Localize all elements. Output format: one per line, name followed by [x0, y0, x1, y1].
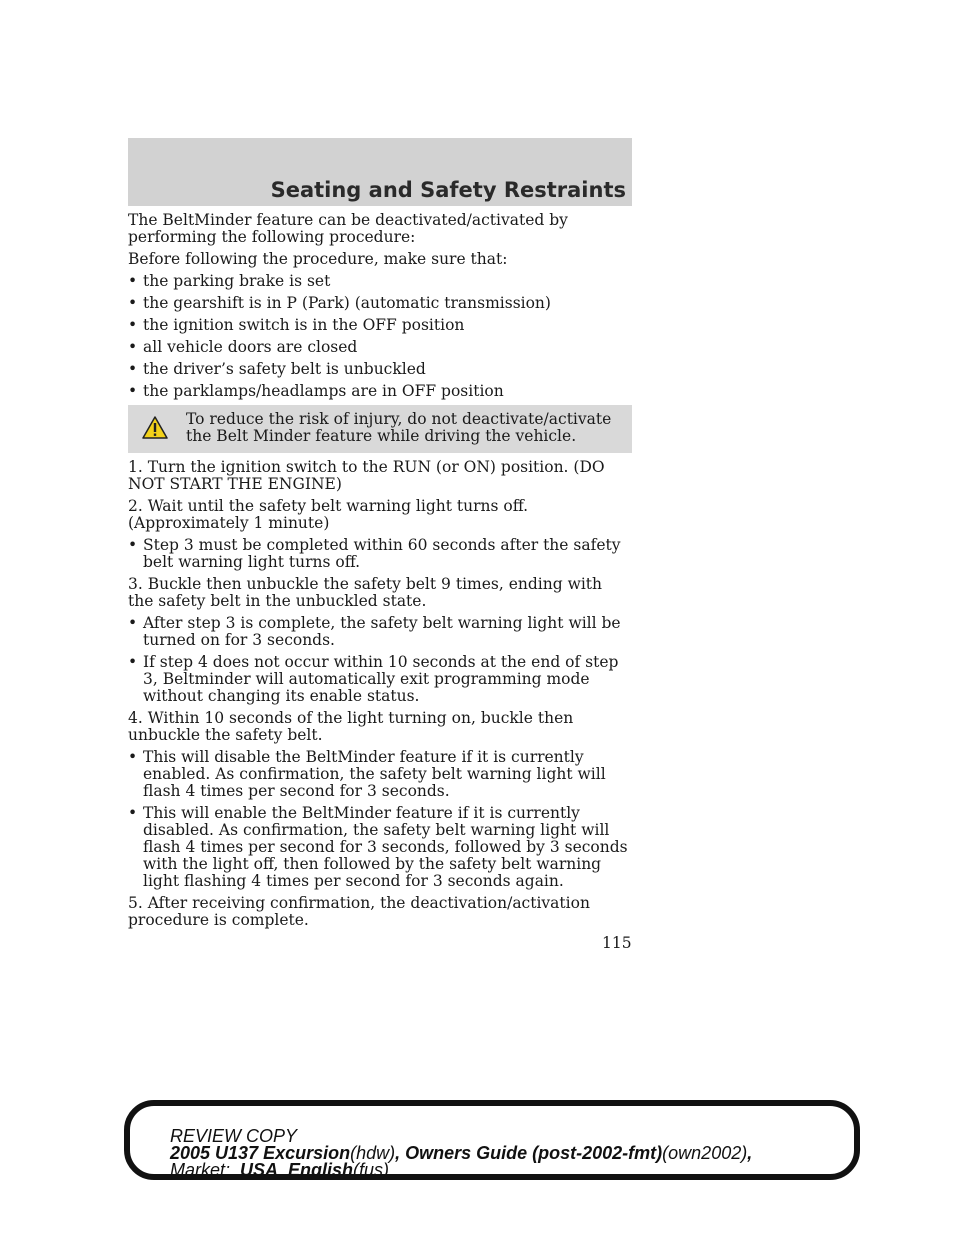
- bullet-dot: •: [128, 338, 138, 356]
- bullet-dot: •: [128, 316, 138, 334]
- condition-item: • the parking brake is set: [128, 272, 331, 290]
- section-header-band: [128, 138, 632, 206]
- review-copy-box: [124, 1100, 860, 1180]
- bullet-dot: •: [128, 294, 138, 312]
- warning-text: To reduce the risk of injury, do not deactivate/activate the Belt Minder feature while driving the vehicle.: [186, 410, 612, 445]
- step-2-note: • Step 3 must be completed within 60 seconds after the safety belt warning light turns off.: [128, 536, 621, 571]
- condition-item: • the ignition switch is in the OFF position: [128, 316, 465, 334]
- step-4-note: • This will enable the BeltMinder feature if it is currently disabled. As confirmation, the safety belt warning light will flash 4 times per second for 3 seconds, followed by 3 seconds with the light off, then followed by the safety belt warning light flashing 4 times per second for 3 seconds again.: [128, 804, 628, 890]
- condition-item: • the gearshift is in P (Park) (automatic transmission): [128, 294, 551, 312]
- review-line-3: Market: USA_English(fus): [170, 1160, 390, 1180]
- bullet-dot: •: [128, 360, 138, 378]
- bullet-dot: •: [128, 653, 138, 671]
- review-line-1: REVIEW COPY: [170, 1126, 298, 1146]
- condition-item: • the parklamps/headlamps are in OFF position: [128, 382, 504, 400]
- bullet-dot: •: [128, 382, 138, 400]
- review-line-2: 2005 U137 Excursion(hdw), Owners Guide (post-2002-fmt)(own2002),: [170, 1143, 753, 1163]
- bullet-dot: •: [128, 614, 138, 632]
- bullet-dot: •: [128, 272, 138, 290]
- step-3-note: • After step 3 is complete, the safety belt warning light will be turned on for 3 seconds.: [128, 614, 621, 649]
- step-3-note: • If step 4 does not occur within 10 seconds at the end of step 3, Beltminder will automatically exit programming mode without changing its enable status.: [128, 653, 619, 705]
- bullet-dot: •: [128, 748, 138, 766]
- intro-paragraph: The BeltMinder feature can be deactivated/activated by performing the following procedure:: [128, 211, 568, 246]
- step-3: 3. Buckle then unbuckle the safety belt 9 times, ending with the safety belt in the unbuckled state.: [128, 575, 603, 610]
- warning-triangle-icon: [142, 416, 168, 439]
- page-number: 115: [602, 934, 632, 952]
- step-2: 2. Wait until the safety belt warning light turns off. (Approximately 1 minute): [128, 497, 529, 532]
- condition-item: • all vehicle doors are closed: [128, 338, 358, 356]
- section-title: Seating and Safety Restraints: [270, 178, 626, 202]
- bullet-dot: •: [128, 804, 138, 822]
- intro-paragraph: Before following the procedure, make sure that:: [128, 250, 508, 268]
- step-4-note: • This will disable the BeltMinder feature if it is currently enabled. As confirmation, the safety belt warning light will flash 4 times per second for 3 seconds.: [128, 748, 606, 800]
- step-1: 1. Turn the ignition switch to the RUN (or ON) position. (DO NOT START THE ENGINE): [128, 458, 605, 493]
- warning-box: [128, 405, 632, 453]
- bullet-dot: •: [128, 536, 138, 554]
- review-copy-text: [170, 1128, 752, 1179]
- condition-item: • the driver’s safety belt is unbuckled: [128, 360, 426, 378]
- step-4: 4. Within 10 seconds of the light turning on, buckle then unbuckle the safety belt.: [128, 709, 574, 744]
- step-5: 5. After receiving confirmation, the deactivation/activation procedure is complete.: [128, 894, 590, 929]
- page-content: [128, 212, 632, 934]
